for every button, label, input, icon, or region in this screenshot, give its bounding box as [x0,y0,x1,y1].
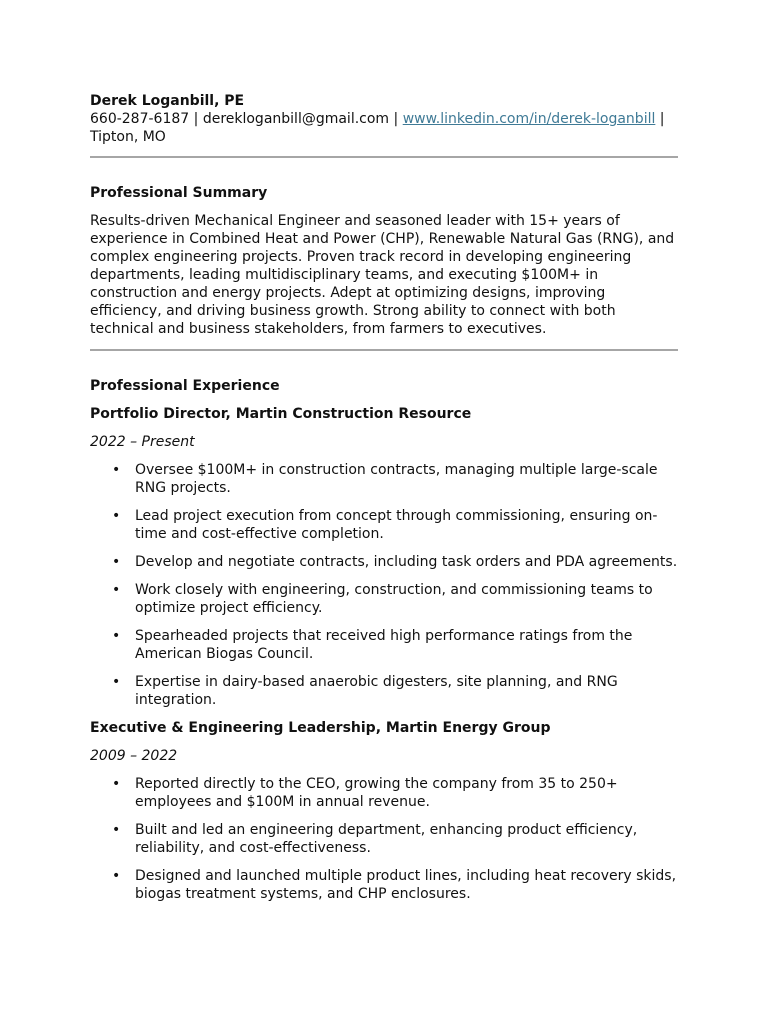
summary-text: Results-driven Mechanical Engineer and seasoned leader with 15+ years of experience in Combined Heat and Power (CHP), Renewable Natural Gas (RNG), and complex engineering projects. Proven track record in developing engineering departments, leading multidisciplinary teams, and executing $100M+ in construction and energy projects. Adept at optimizing designs, improving efficiency, and driving business growth. Strong ability to connect with both technical and business stakeholders, from farmers to executives. [90,213,675,337]
bullet-icon: • [112,554,121,570]
bullet-icon: • [112,508,121,524]
list-item [90,821,678,857]
bullet-icon: • [112,822,121,838]
bullet-text: Spearheaded projects that received high performance ratings from the American Biogas Council. [135,628,633,662]
list-item [90,627,678,663]
divider [90,156,678,158]
linkedin-link[interactable]: www.linkedin.com/in/derek-loganbill [402,111,656,127]
experience-section [90,377,678,903]
bullet-text: Designed and launched multiple product lines, including heat recovery skids, biogas treatment systems, and CHP enclosures. [135,868,677,902]
resume-header [90,92,678,158]
list-item [90,775,678,811]
bullet-icon: • [112,868,121,884]
divider [90,349,678,351]
bullet-text: Develop and negotiate contracts, including task orders and PDA agreements. [135,554,678,570]
contact-line [90,110,678,146]
separator: | [389,111,403,127]
job-dates: 2022 – Present [90,434,195,450]
list-item [90,461,678,497]
phone-number: 660-287-6187 [90,111,190,127]
list-item [90,867,678,903]
list-item [90,673,678,709]
job-title: Executive & Engineering Leadership, Martin Energy Group [90,720,551,736]
bullet-text: Expertise in dairy-based anaerobic digesters, site planning, and RNG integration. [135,674,618,708]
job-bullets [90,461,678,709]
bullet-text: Reported directly to the CEO, growing the company from 35 to 250+ employees and $100M in annual revenue. [135,776,618,810]
separator: | [655,111,665,127]
bullet-icon: • [112,582,121,598]
list-item [90,581,678,617]
location: Tipton, MO [90,129,166,145]
job-entry [90,405,678,709]
list-item [90,507,678,543]
bullet-text: Lead project execution from concept through commissioning, ensuring on-time and cost-effective completion. [135,508,658,542]
job-entry [90,719,678,903]
bullet-icon: • [112,462,121,478]
bullet-text: Work closely with engineering, construction, and commissioning teams to optimize project efficiency. [135,582,653,616]
bullet-icon: • [112,674,121,690]
section-title-experience: Professional Experience [90,378,280,394]
bullet-icon: • [112,776,121,792]
bullet-text: Built and led an engineering department, enhancing product efficiency, reliability, and cost-effectiveness. [135,822,638,856]
separator: | [189,111,203,127]
job-dates: 2009 – 2022 [90,748,178,764]
job-title: Portfolio Director, Martin Construction Resource [90,406,472,422]
bullet-text: Oversee $100M+ in construction contracts, managing multiple large-scale RNG projects. [135,462,658,496]
section-title-summary: Professional Summary [90,185,268,201]
candidate-name: Derek Loganbill, PE [90,93,245,109]
email-address: dereklоganbill@gmail.com [202,111,390,127]
bullet-icon: • [112,628,121,644]
job-bullets [90,775,678,903]
summary-section [90,184,678,351]
list-item [90,553,678,571]
